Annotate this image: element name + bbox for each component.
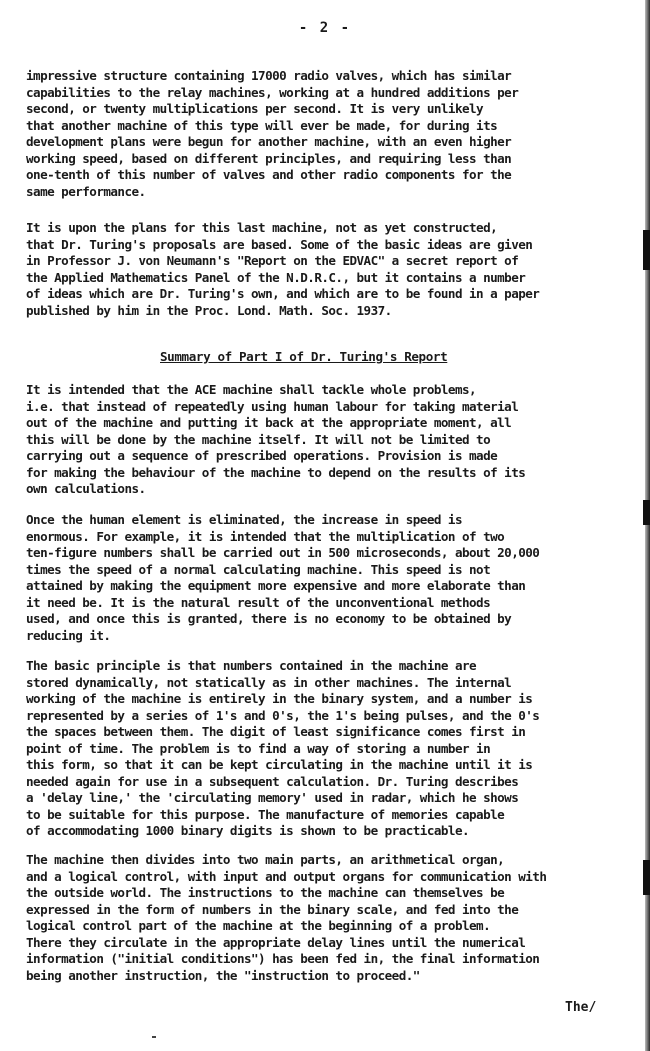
text-line: The machine then divides into two main parts, an arithmetical organ,: [26, 852, 505, 867]
text-line: represented by a series of 1's and 0's, the 1's being pulses, and the 0's: [26, 707, 540, 723]
text-line: impressive structure containing 17000 radio valves, which has similar: [26, 68, 512, 83]
text-line: stored dynamically, not statically as in other machines. The internal: [26, 674, 512, 690]
text-line: i.e. that instead of repeatedly using human labour for taking material: [26, 398, 519, 414]
text-line: own calculations.: [26, 481, 146, 496]
text-line: The basic principle is that numbers contained in the machine are: [26, 658, 477, 673]
scan-edge-mark: [643, 500, 650, 525]
text-line: that another machine of this type will ever be made, for during its: [26, 117, 498, 133]
paragraph-2: [26, 220, 539, 319]
text-line: capabilities to the relay machines, working at a hundred additions per: [26, 84, 519, 100]
text-line: enormous. For example, it is intended that the multiplication of two: [26, 528, 505, 544]
text-line: same performance.: [26, 183, 146, 199]
text-line: point of time. The problem is to find a way of storing a number in: [26, 740, 491, 756]
text-line: needed again for use in a subsequent calculation. Dr. Turing describes: [26, 773, 519, 789]
continuation-mark: The/: [565, 1000, 597, 1015]
text-line: that Dr. Turing's proposals are based. Some of the basic ideas are given: [26, 236, 533, 252]
text-line: ten-figure numbers shall be carried out in 500 microseconds, about 20,000: [26, 545, 540, 560]
text-line: this form, so that it can be kept circulating in the machine until it is: [26, 757, 533, 772]
text-line: this will be done by the machine itself. It will not be limited to: [26, 431, 491, 447]
text-line: second, or twenty multiplications per second. It is very unlikely: [26, 101, 484, 116]
text-line: for making the behaviour of the machine to depend on the results of its: [26, 464, 526, 480]
text-line: used, and once this is granted, there is no economy to be obtained by: [26, 611, 512, 626]
text-line: published by him in the Proc. Lond. Math. Soc. 1937.: [26, 302, 392, 318]
text-line: to be suitable for this purpose. The manufacture of memories capable: [26, 806, 505, 822]
scan-speck: [152, 1036, 156, 1038]
text-line: the Applied Mathematics Panel of the N.D.R.C., but it contains a number: [26, 269, 526, 285]
paragraph-5: [26, 658, 539, 840]
text-line: expressed in the form of numbers in the binary scale, and fed into the: [26, 901, 519, 917]
paragraph-4: [26, 512, 539, 644]
text-line: in Professor J. von Neumann's "Report on the EDVAC" a secret report of: [26, 253, 519, 268]
text-line: information ("initial conditions") has been fed in, the final information: [26, 951, 540, 966]
text-line: being another instruction, the "instruction to proceed.": [26, 967, 420, 983]
text-line: It is intended that the ACE machine shall tackle whole problems,: [26, 382, 477, 397]
text-line: working speed, based on different principles, and requiring less than: [26, 150, 512, 166]
paragraph-3: [26, 382, 525, 498]
text-line: working of the machine is entirely in the binary system, and a number is: [26, 691, 533, 706]
text-line: carrying out a sequence of prescribed operations. Provision is made: [26, 448, 498, 463]
text-line: There they circulate in the appropriate delay lines until the numerical: [26, 934, 526, 950]
text-line: it need be. It is the natural result of the unconventional methods: [26, 594, 491, 610]
text-line: It is upon the plans for this last machine, not as yet constructed,: [26, 220, 498, 235]
text-line: development plans were begun for another machine, with an even higher: [26, 134, 512, 149]
text-line: reducing it.: [26, 627, 111, 643]
text-line: of ideas which are Dr. Turing's own, and which are to be found in a paper: [26, 286, 540, 301]
text-line: of accommodating 1000 binary digits is shown to be practicable.: [26, 823, 470, 838]
page-number: - 2 -: [298, 20, 352, 36]
text-line: the outside world. The instructions to the machine can themselves be: [26, 885, 505, 900]
text-line: times the speed of a normal calculating machine. This speed is not: [26, 561, 491, 577]
text-line: and a logical control, with input and output organs for communication with: [26, 868, 547, 884]
text-line: out of the machine and putting it back at the appropriate moment, all: [26, 415, 512, 430]
text-line: logical control part of the machine at the beginning of a problem.: [26, 918, 491, 933]
text-line: the spaces between them. The digit of least significance comes first in: [26, 724, 526, 739]
text-line: Once the human element is eliminated, the increase in speed is: [26, 512, 462, 527]
scan-edge-mark: [643, 860, 650, 895]
text-line: a 'delay line,' the 'circulating memory' used in radar, which he shows: [26, 790, 519, 805]
scan-edge-mark: [643, 230, 650, 270]
paragraph-1: [26, 68, 518, 200]
paragraph-6: [26, 852, 546, 984]
section-heading: Summary of Part I of Dr. Turing's Report: [160, 349, 448, 364]
text-line: attained by making the equipment more expensive and more elaborate than: [26, 578, 526, 593]
text-line: one-tenth of this number of valves and other radio components for the: [26, 167, 512, 182]
